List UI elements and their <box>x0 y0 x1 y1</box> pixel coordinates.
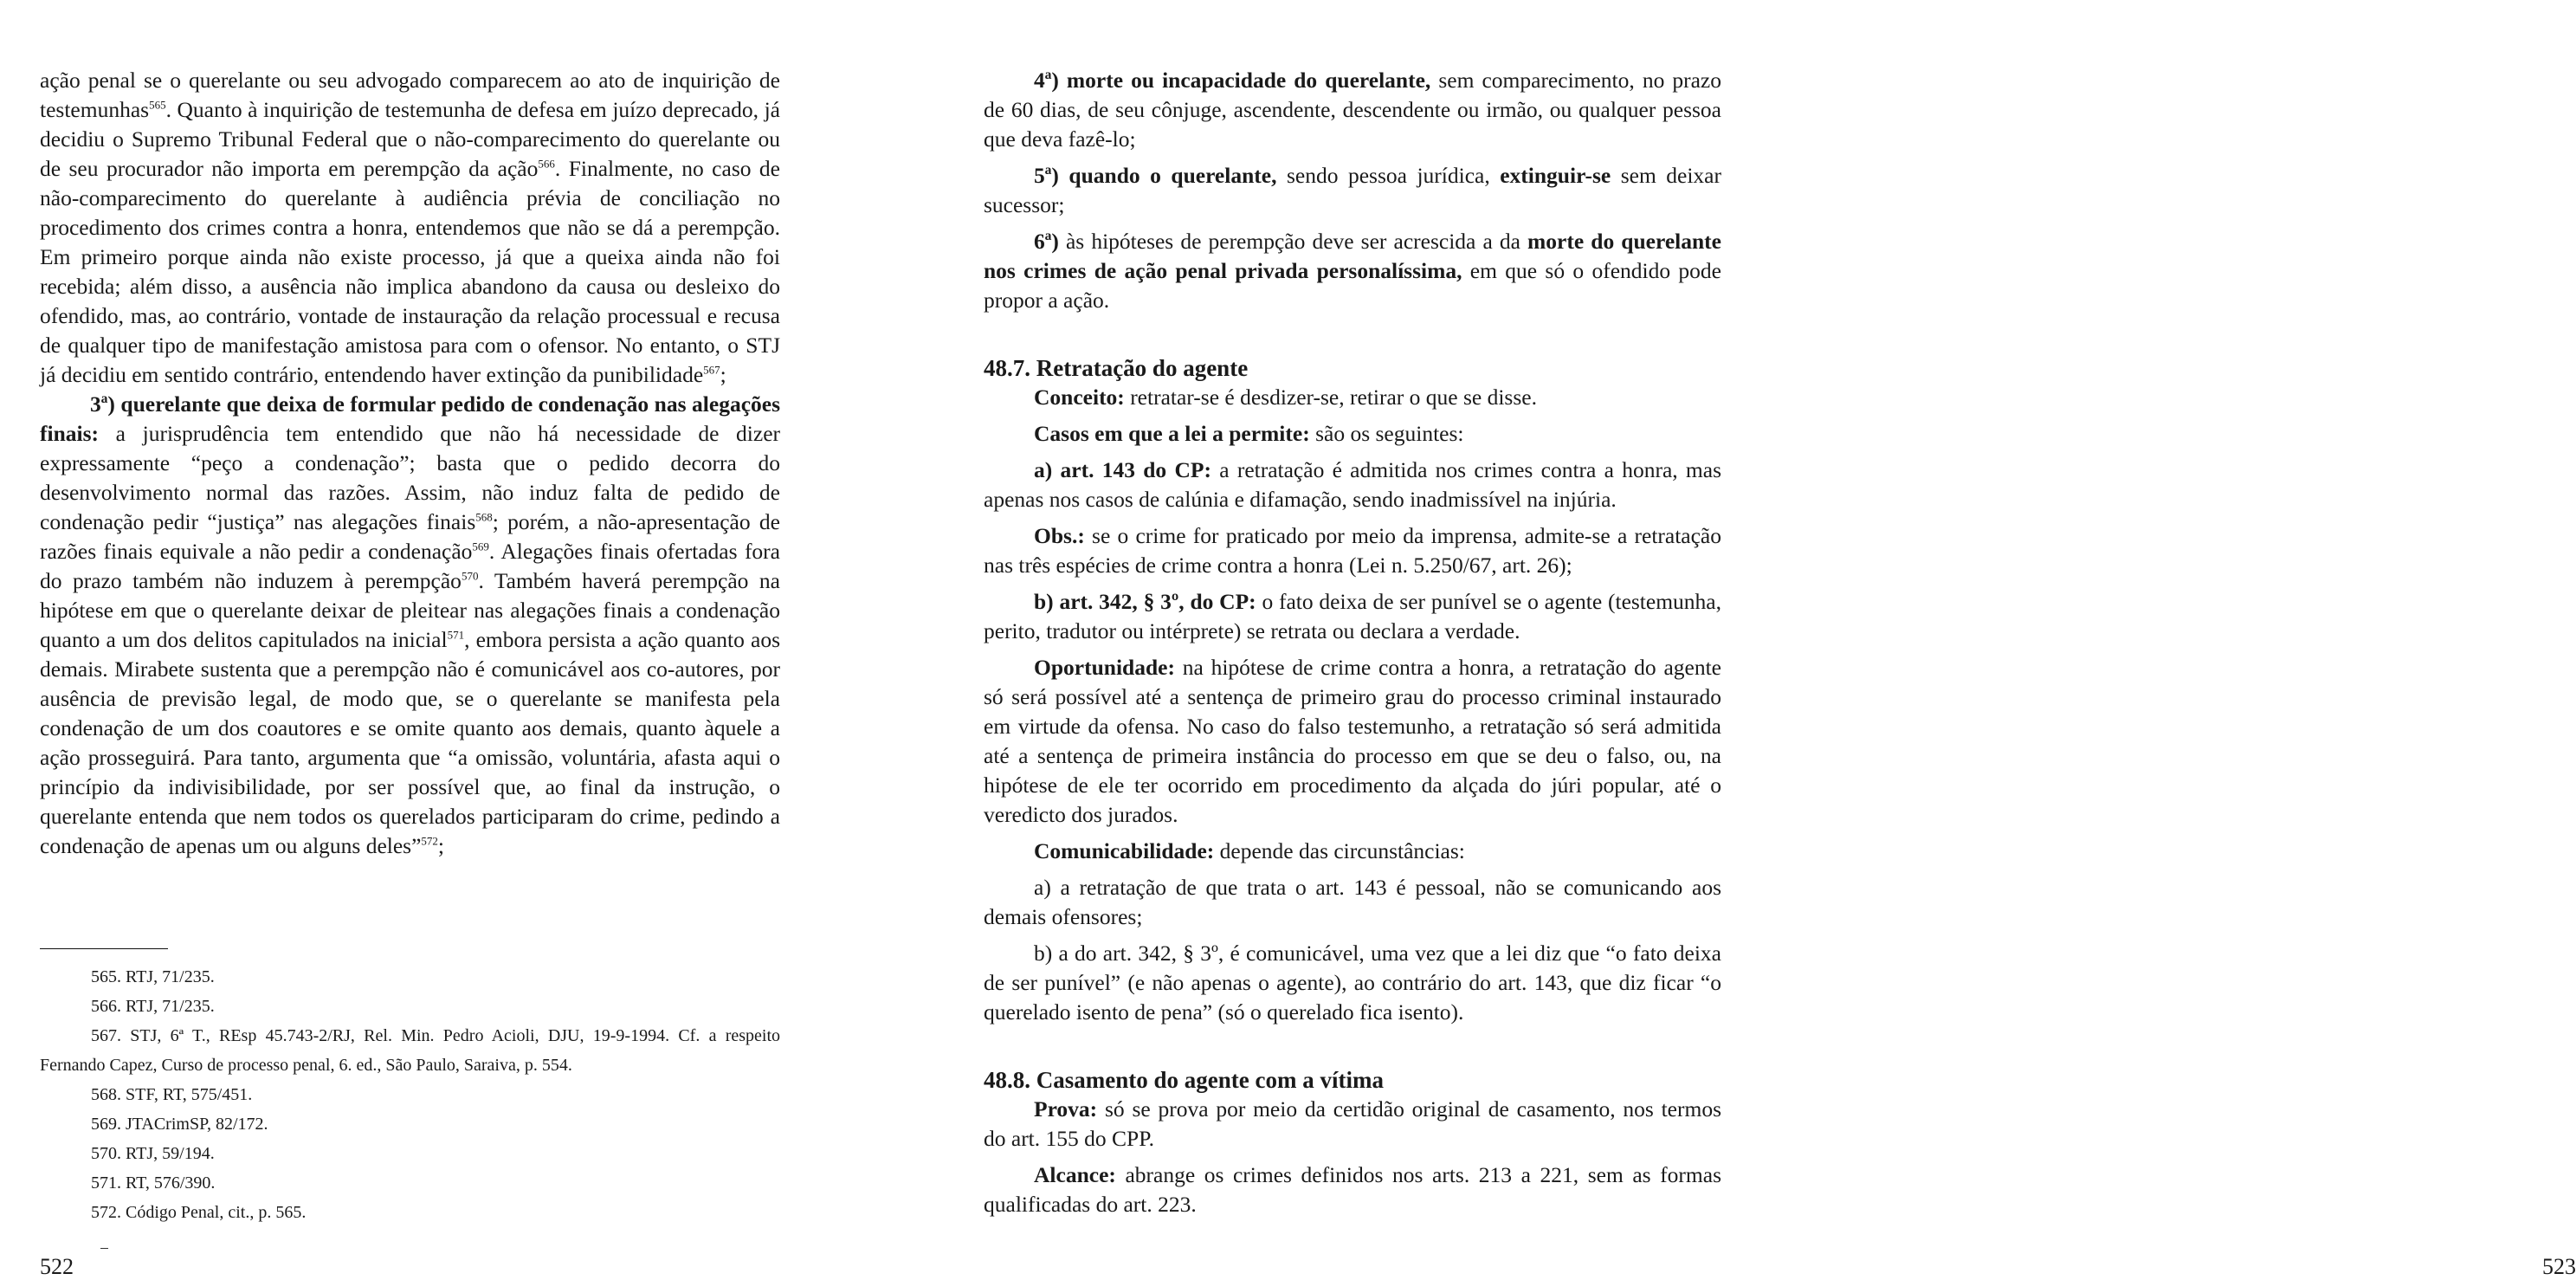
scan-mark <box>100 1248 108 1249</box>
paragraph: a) a retratação de que trata o art. 143 é pessoal, não se comunicando aos demais ofensores; <box>984 875 1721 929</box>
footnote-ref: 567 <box>703 363 720 377</box>
paragraph: Obs.: se o crime for praticado por meio da imprensa, admite-se a retratação nas três espécies de crime contra a honra (Lei n. 5.250/67, art. 26); <box>984 523 1721 578</box>
section-heading: 48.8. Casamento do agente com a vítima <box>984 1067 1384 1093</box>
footnotes <box>40 962 780 1227</box>
footnote-ref: 565 <box>149 98 166 112</box>
right-page <box>887 0 2576 1279</box>
footnote: 566. RTJ, 71/235. <box>91 997 215 1016</box>
footnote-ref: 572 <box>421 834 438 848</box>
paragraph: Oportunidade: na hipótese de crime contra a honra, a retratação do agente só será possível até a sentença de primeiro grau do processo criminal instaurado em virtude da ofensa. No caso do falso testemunho, a retratação só será admitida até a sentença de primeira instância do processo em que se deu o falso, ou, na hipótese de ele ter ocorrido em procedimento da alçada do júri popular, até o veredicto dos jurados. <box>984 655 1721 827</box>
footnote: 568. STF, RT, 575/451. <box>91 1085 253 1104</box>
footnote: 571. RT, 576/390. <box>91 1173 216 1193</box>
paragraph: a) art. 143 do CP: a retratação é admitida nos crimes contra a honra, mas apenas nos casos de calúnia e difamação, sendo inadmissível na injúria. <box>984 457 1722 512</box>
footnote: 565. RTJ, 71/235. <box>91 967 215 986</box>
paragraph: Casos em que a lei a permite: são os seguintes: <box>1034 421 1464 446</box>
footnote-ref: 569 <box>472 540 489 553</box>
paragraph: Comunicabilidade: depende das circunstâncias: <box>1034 838 1465 863</box>
paragraph: b) a do art. 342, § 3º, é comunicável, uma vez que a lei diz que “o fato deixa de ser punível” (e não apenas o agente), ao contrário do art. 143, que diz ficar “o querelado isento de pena” (só o querelado fica isento). <box>984 941 1721 1025</box>
paragraph: 3ª) querelante que deixa de formular pedido de condenação nas alegações finais: a jurisprudência tem entendido que não há necessidade de dizer expressamente “peço a condenação”; basta que o pedido decorra do desenvolvimento normal das razões. Assim, não induz falta de pedido de condenação pedir “justiça” nas alegações finais$^{568}$; porém, a não-apresentação de razões finais equivale a não pedir a condenação$^{569}$. Alegações finais ofertadas fora do prazo também não induzem à perempção$^{570}$. Também haverá perempção na hipótese em que o querelante deixar de pleitear nas alegações finais a condenação quanto a um dos delitos capitulados na inicial$^{571}$, embora persista a ação quanto aos demais. Mirabete sustenta que a perempção não é comunicável aos co-autores, por ausência de previsão legal, de modo que, se o querelante se manifesta pela condenação de um dos coautores e se omite quanto aos demais, quanto àquele a ação prosseguirá. Para tanto, argumenta que “a omissão, voluntária, afasta aqui o princípio da indivisibilidade, por ser possível que, ao final da instrução, o querelante entenda que nem todos os querelados participaram do crime, pedindo a condenação de apenas um ou alguns deles”$^{572}$; <box>40 391 780 858</box>
page-number: 522 <box>40 1254 74 1279</box>
left-page <box>0 0 887 1279</box>
paragraph: 4ª) morte ou incapacidade do querelante, sem comparecimento, no prazo de 60 dias, de seu cônjuge, ascendente, descendente ou irmão, ou qualquer pessoa que deva fazê-lo; <box>984 68 1721 152</box>
right-page-body <box>984 66 1721 1219</box>
footnote-ref: 571 <box>447 628 465 642</box>
footnote: 572. Código Penal, cit., p. 565. <box>91 1203 307 1222</box>
paragraph: 5ª) quando o querelante, sendo pessoa jurídica, extinguir-se sem deixar sucessor; <box>984 163 1721 217</box>
paragraph: 6ª) às hipóteses de perempção deve ser acrescida a da morte do querelante nos crimes de ação penal privada personalíssima, em que só o ofendido pode propor a ação. <box>984 229 1721 313</box>
left-page-body <box>40 66 780 861</box>
paragraph: Alcance: abrange os crimes definidos nos arts. 213 a 221, sem as formas qualificadas do art. 223. <box>984 1162 1721 1217</box>
section-heading: 48.7. Retratação do agente <box>984 355 1249 381</box>
footnote-ref: 570 <box>461 569 479 583</box>
paragraph: b) art. 342, § 3º, do CP: o fato deixa de ser punível se o agente (testemunha, perito, tradutor ou intérprete) se retrata ou declara a verdade. <box>984 589 1721 643</box>
footnote: 567. STJ, 6ª T., REsp 45.743-2/RJ, Rel. Min. Pedro Acioli, DJU, 19-9-1994. Cf. a respeito Fernando Capez, Curso de processo penal, 6. ed., São Paulo, Saraiva, p. 554. <box>40 1026 780 1075</box>
paragraph: ação penal se o querelante ou seu advogado comparecem ao ato de inquirição de testemunhas$^{565}$. Quanto à inquirição de testemunha de defesa em juízo deprecado, já decidiu o Supremo Tribunal Federal que o não-comparecimento do querelante ou de seu procurador não importa em perempção da ação$^{566}$. Finalmente, no caso de não-comparecimento do querelante à audiência prévia de conciliação no procedimento dos crimes contra a honra, entendemos que não se dá a perempção. Em primeiro porque ainda não existe processo, já que a queixa ainda não foi recebida; além disso, a ausência não implica abandono da causa ou desleixo do ofendido, mas, ao contrário, vontade de instauração da relação processual e recusa de qualquer tipo de manifestação amistosa para com o ofensor. No entanto, o STJ já decidiu em sentido contrário, entendendo haver extinção da punibilidade$^{567}$; <box>40 68 780 387</box>
paragraph: Prova: só se prova por meio da certidão original de casamento, nos termos do art. 155 do CPP. <box>984 1096 1721 1151</box>
footnote-divider <box>40 948 168 949</box>
footnote: 570. RTJ, 59/194. <box>91 1144 215 1163</box>
footnote-ref: 568 <box>475 510 493 524</box>
footnote: 569. JTACrimSP, 82/172. <box>91 1115 268 1134</box>
paragraph: Conceito: retratar-se é desdizer-se, retirar o que se disse. <box>1034 385 1537 410</box>
page-number: 523 <box>2542 1254 2576 1279</box>
footnote-ref: 566 <box>538 157 555 171</box>
